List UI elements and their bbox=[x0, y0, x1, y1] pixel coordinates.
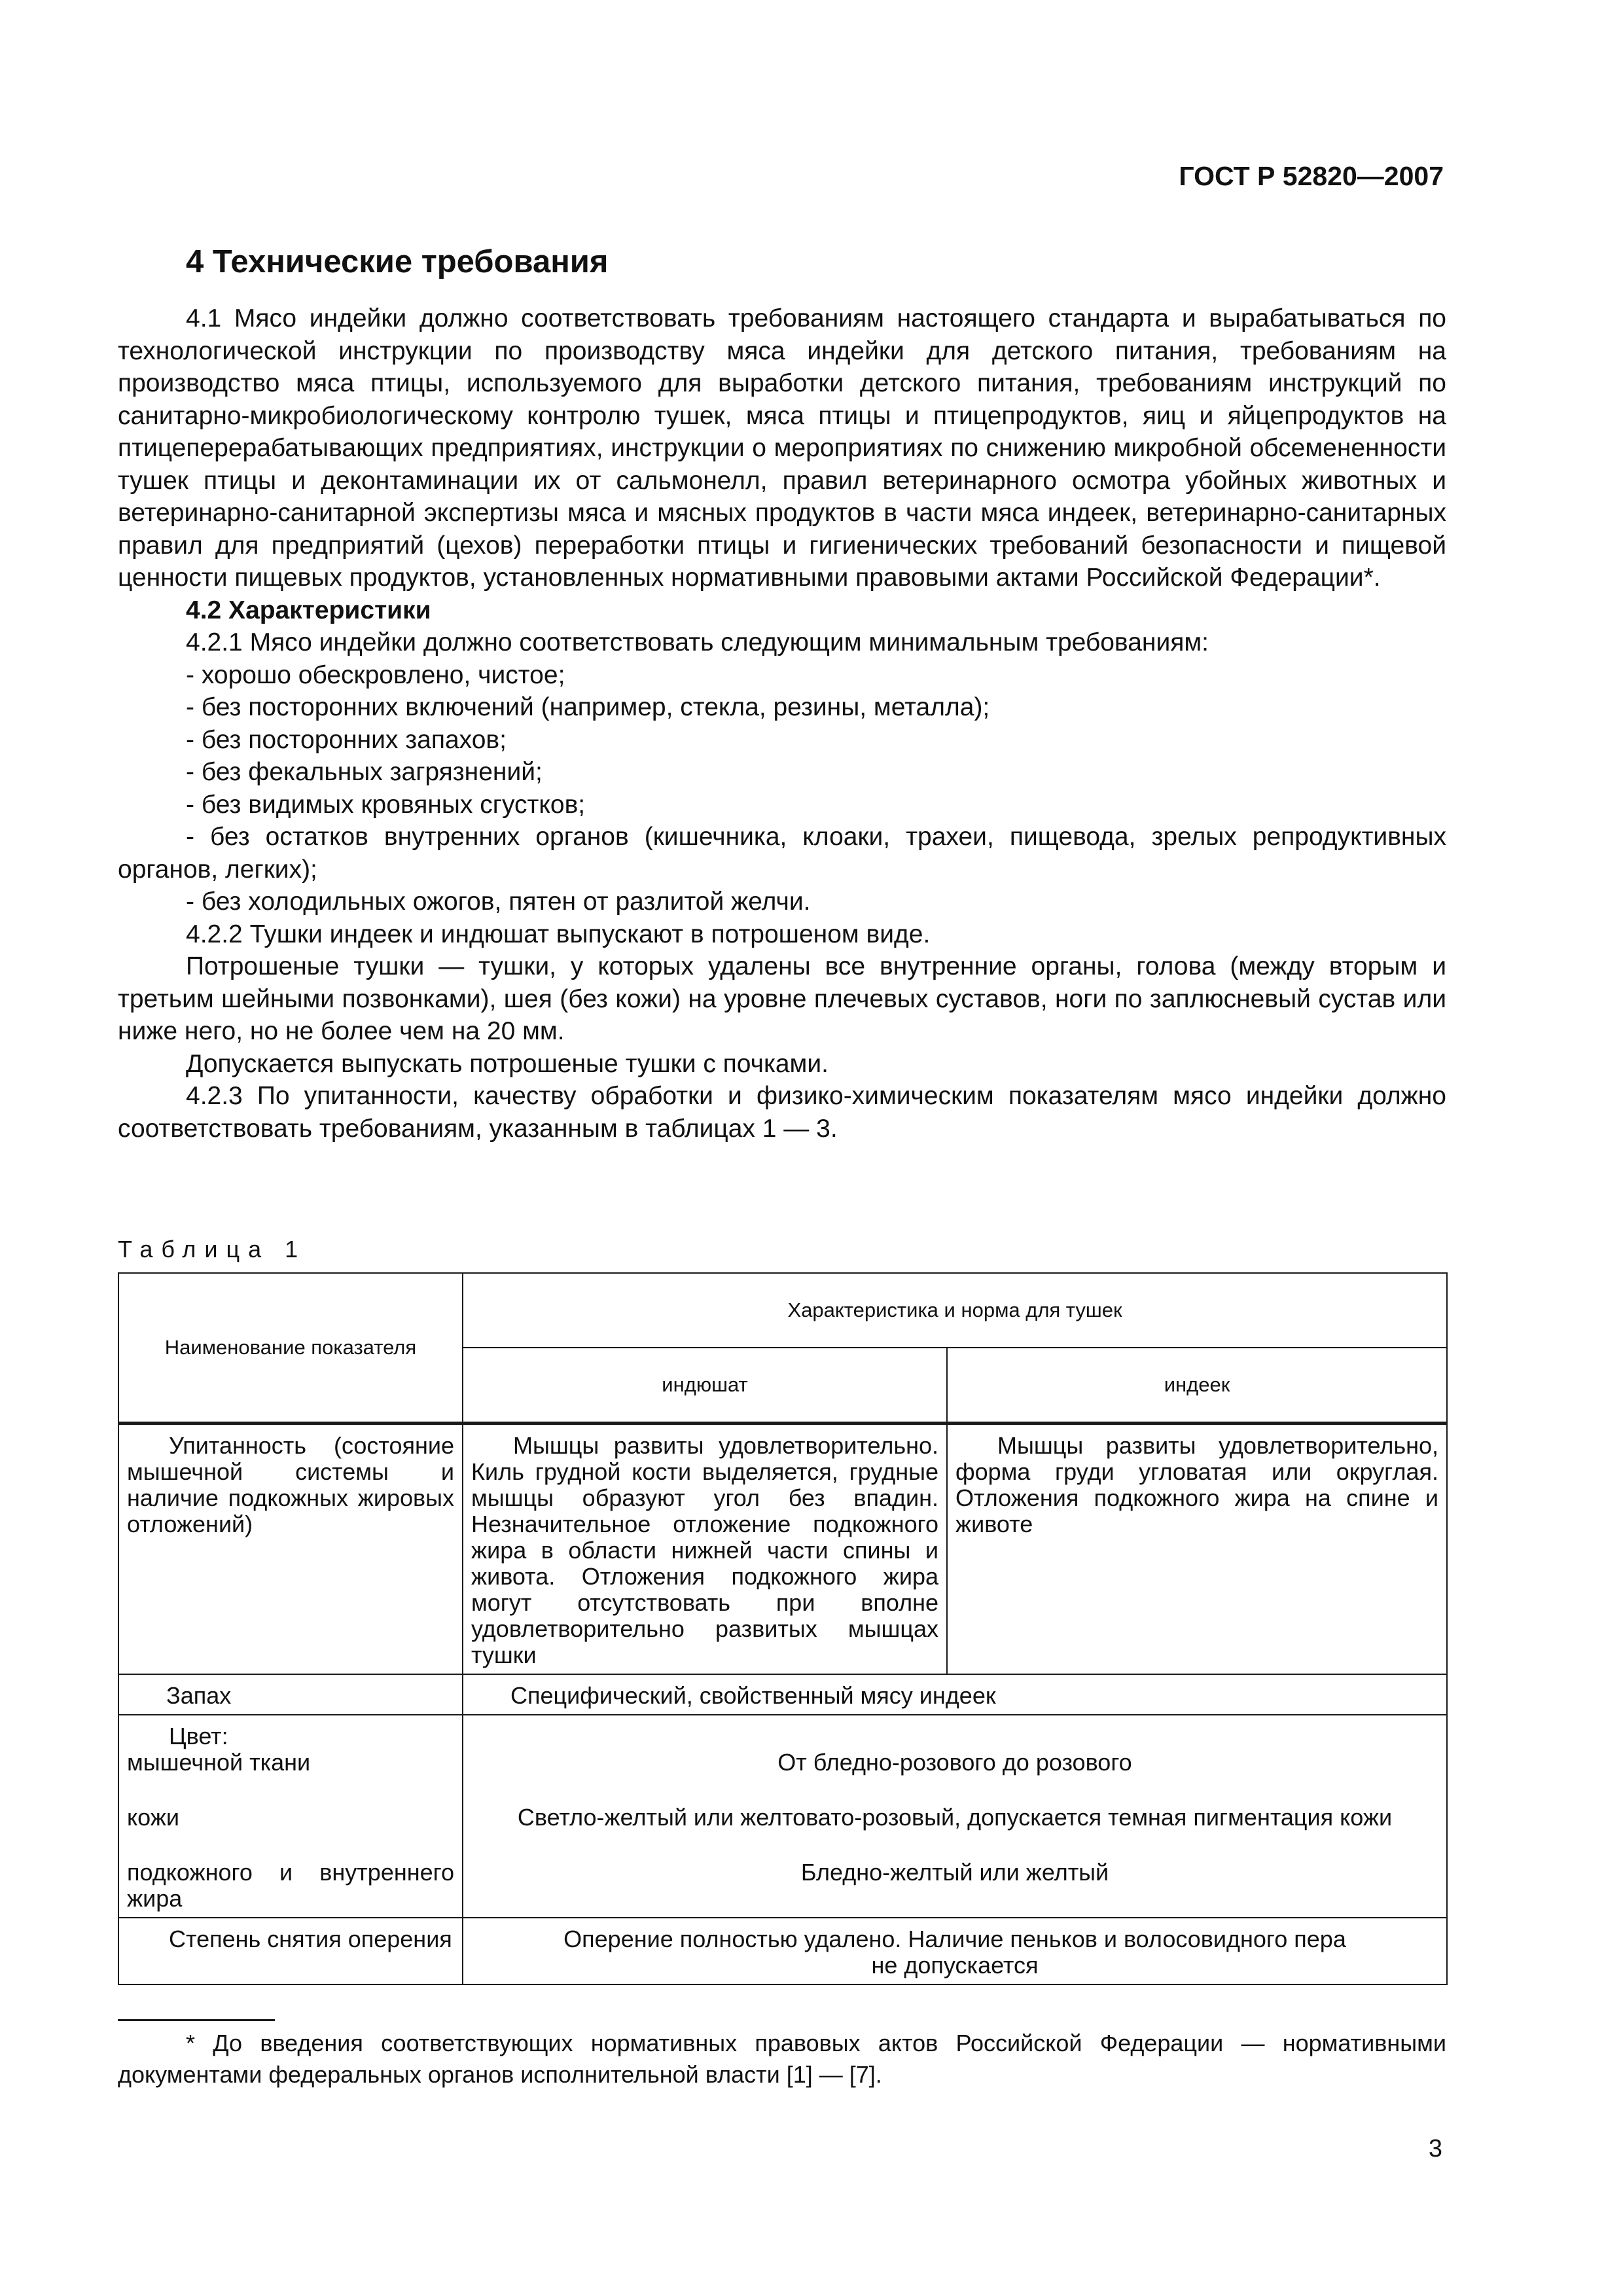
cell-text: Упитанность (состояние мышечной системы и наличие подкожных жировых отложений) bbox=[127, 1432, 454, 1537]
section-title: 4 Технические требования bbox=[186, 244, 609, 279]
spacer bbox=[471, 1831, 1438, 1859]
row-label-feather bbox=[118, 1918, 463, 1984]
list-item: - без фекальных загрязнений; bbox=[186, 758, 543, 786]
column-header-indicator: Наименование показателя bbox=[118, 1273, 463, 1424]
footnote: * До введения соответствующих нормативных правовых актов Российской Федерации — нормативными документами федеральных органов исполнительной власти [1] — [7]. bbox=[118, 2030, 1446, 2088]
cell-text: подкожного и внутреннего bbox=[127, 1859, 454, 1886]
cell-text: не допускается bbox=[871, 1952, 1039, 1979]
list-item: - без посторонних запахов; bbox=[186, 725, 507, 754]
list-item: - хорошо обескровлено, чистое; bbox=[186, 660, 565, 689]
row-label-fatness bbox=[118, 1424, 463, 1675]
column-header-poults: индюшат bbox=[463, 1348, 947, 1424]
table-caption: Таблица 1 bbox=[118, 1236, 307, 1263]
list-item: - без остатков внутренних органов (кишечника, клоаки, трахеи, пищевода, зрелых репродуктивных органов, легких); bbox=[118, 823, 1446, 884]
subsection-title-4-2: 4.2 Характеристики bbox=[186, 596, 431, 624]
cell-feather-value bbox=[463, 1918, 1447, 1984]
table-header-row bbox=[118, 1273, 1447, 1348]
row-label-smell: Запах bbox=[118, 1674, 463, 1715]
table-1 bbox=[118, 1272, 1448, 1985]
column-header-group: Характеристика и норма для тушек bbox=[463, 1273, 1447, 1348]
page-number: 3 bbox=[1428, 2135, 1442, 2162]
cell-smell-value: Специфический, свойственный мясу индеек bbox=[463, 1674, 1447, 1715]
cell-text: Мышцы развиты удовлетворительно. Киль грудной кости выделяется, грудные мышцы образуют угол без впадин. Незначительное отложение подкожного жира в области нижней части спины и живота. Отложения подкожного жира могут отсутствовать при вполне удовлетворительно развитых мышцах тушки bbox=[471, 1432, 938, 1668]
list-item: - без видимых кровяных сгустков; bbox=[186, 790, 586, 819]
paragraph-4-1: 4.1 Мясо индейки должно соответствовать требованиям настоящего стандарта и вырабатываться по технологической инструкции по производству мяса индейки для детского питания, требованиям на производство мяса птицы, используемого для выработки детского питания, требованиям инструкций по санитарно-микробиологическому контролю тушек, мяса птицы и птицепродуктов, яиц и яйцепродуктов на птицеперерабатывающих предприятиях, инструкции о мероприятиях по снижению микробной обсемененности тушек птицы и деконтаминации их от сальмонелл, правил ветеринарного осмотра убойных животных и ветеринарно-санитарной экспертизы мяса и мясных продуктов в части мяса индеек, ветеринарно-санитарных правил для предприятий (цехов) переработки птицы и гигиенических требований безопасности и пищевой ценности пищевых продуктов, установленных нормативными правовыми актами Российской Федерации*. bbox=[118, 304, 1446, 592]
list-item: - без холодильных ожогов, пятен от разлитой желчи. bbox=[186, 888, 811, 916]
spacer bbox=[127, 1831, 454, 1859]
footnote-divider bbox=[118, 2019, 275, 2021]
cell-text: Бледно-желтый или желтый bbox=[800, 1859, 1109, 1886]
cell-text: жира bbox=[127, 1885, 183, 1912]
paragraph-allowance: Допускается выпускать потрошеные тушки с почками. bbox=[186, 1049, 829, 1078]
standard-number: ГОСТ Р 52820—2007 bbox=[1179, 161, 1444, 191]
cell-text: Степень снятия оперения bbox=[169, 1926, 452, 1952]
column-header-turkeys: индеек bbox=[947, 1348, 1447, 1424]
section-body bbox=[118, 302, 1446, 1145]
cell-text: Светло-желтый или желтовато-розовый, допускается темная пигментация кожи bbox=[517, 1804, 1393, 1831]
paragraph-4-2-2: 4.2.2 Тушки индеек и индюшат выпускают в потрошеном виде. bbox=[186, 920, 931, 948]
paragraph-definition: Потрошеные тушки — тушки, у которых удалены все внутренние органы, голова (между вторым и третьим шейными позвонками), шея (без кожи) на уровне плечевых суставов, ноги по заплюсневый сустав или ниже него, но не более чем на 20 мм. bbox=[118, 952, 1446, 1045]
cell-text: Цвет: bbox=[169, 1723, 228, 1749]
table-row bbox=[118, 1424, 1447, 1675]
table-row bbox=[118, 1918, 1447, 1984]
cell-text: кожи bbox=[127, 1804, 179, 1831]
list-item: - без посторонних включений (например, стекла, резины, металла); bbox=[186, 693, 990, 721]
paragraph-4-2-3: 4.2.3 По упитанности, качеству обработки и физико-химическим показателям мясо индейки должно соответствовать требованиям, указанным в таблицах 1 — 3. bbox=[118, 1082, 1446, 1143]
cell-fatness-turkeys bbox=[947, 1424, 1447, 1675]
table-row bbox=[118, 1674, 1447, 1715]
cell-text: мышечной ткани bbox=[127, 1749, 311, 1776]
row-label-color bbox=[118, 1715, 463, 1918]
cell-color-values bbox=[463, 1715, 1447, 1918]
cell-text: Мышцы развиты удовлетворительно, форма груди угловатая или округлая. Отложения подкожного жира на спине и животе bbox=[955, 1432, 1438, 1537]
cell-text: Оперение полностью удалено. Наличие пеньков и волосовидного пера bbox=[563, 1926, 1346, 1952]
cell-text: От бледно-розового до розового bbox=[777, 1749, 1132, 1776]
spacer bbox=[127, 1776, 454, 1804]
cell-fatness-poults bbox=[463, 1424, 947, 1675]
spacer bbox=[471, 1776, 1438, 1804]
table-row bbox=[118, 1715, 1447, 1918]
paragraph-4-2-1: 4.2.1 Мясо индейки должно соответствовать следующим минимальным требованиям: bbox=[186, 628, 1209, 656]
